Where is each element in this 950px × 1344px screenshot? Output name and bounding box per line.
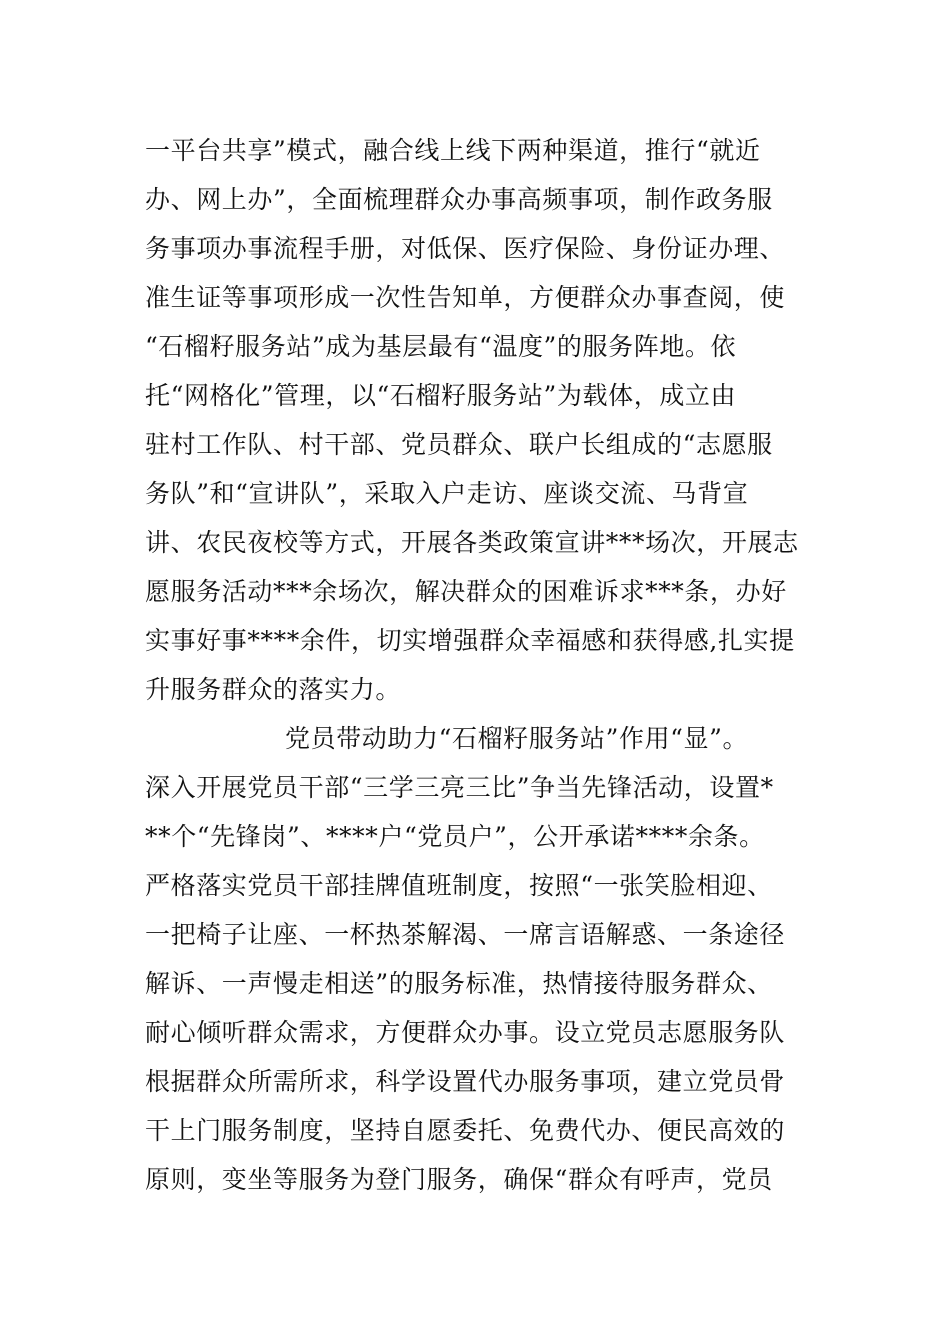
text-line: 务事项办事流程手册，对低保、医疗保险、身份证办理、 — [145, 234, 786, 263]
text-line: 根据群众所需所求，科学设置代办服务事项，建立党员骨 — [145, 1067, 786, 1096]
text-line: 干上门服务制度，坚持自愿委托、免费代办、便民高效的 — [145, 1116, 786, 1145]
text-line: 升服务群众的落实力。 — [145, 675, 402, 704]
text-line: 一把椅子让座、一杯热茶解渴、一席言语解惑、一条途径 — [145, 920, 786, 949]
text-line: 一平台共享”模式，融合线上线下两种渠道，推行“就近 — [145, 136, 761, 165]
text-line: 讲、农民夜校等方式，开展各类政策宣讲***场次，开展志 — [145, 528, 799, 557]
text-line: 原则，变坐等服务为登门服务，确保“群众有呼声，党员 — [145, 1165, 773, 1194]
text-line: **个“先锋岗”、****户“党员户”，公开承诺****余条。 — [145, 822, 765, 851]
section-heading-line: 党员带动助力“石榴籽服务站”作用“显”。 — [285, 724, 749, 753]
text-line: 驻村工作队、村干部、党员群众、联户长组成的“志愿服 — [145, 430, 773, 459]
text-line: 准生证等事项形成一次性告知单，方便群众办事查阅，使 — [145, 283, 786, 312]
text-line: 办、网上办”，全面梳理群众办事高频事项，制作政务服 — [145, 185, 773, 214]
text-line: 耐心倾听群众需求，方便群众办事。设立党员志愿服务队 — [145, 1018, 786, 1047]
text-line: “石榴籽服务站”成为基层最有“温度”的服务阵地。依 — [145, 332, 737, 361]
text-line: 解诉、一声慢走相送”的服务标准，热情接待服务群众、 — [145, 969, 773, 998]
text-line: 托“网格化”管理，以“石榴籽服务站”为载体，成立由 — [145, 381, 737, 410]
text-line: 务队”和“宣讲队”，采取入户走访、座谈交流、马背宣 — [145, 479, 749, 508]
text-line: 愿服务活动***余场次，解决群众的困难诉求***条，办好 — [145, 577, 787, 606]
text-line: 严格落实党员干部挂牌值班制度，按照“一张笑脸相迎、 — [145, 871, 773, 900]
text-line: 实事好事****余件，切实增强群众幸福感和获得感,扎实提 — [145, 626, 795, 655]
text-line: 深入开展党员干部“三学三亮三比”争当先锋活动，设置* — [145, 773, 774, 802]
